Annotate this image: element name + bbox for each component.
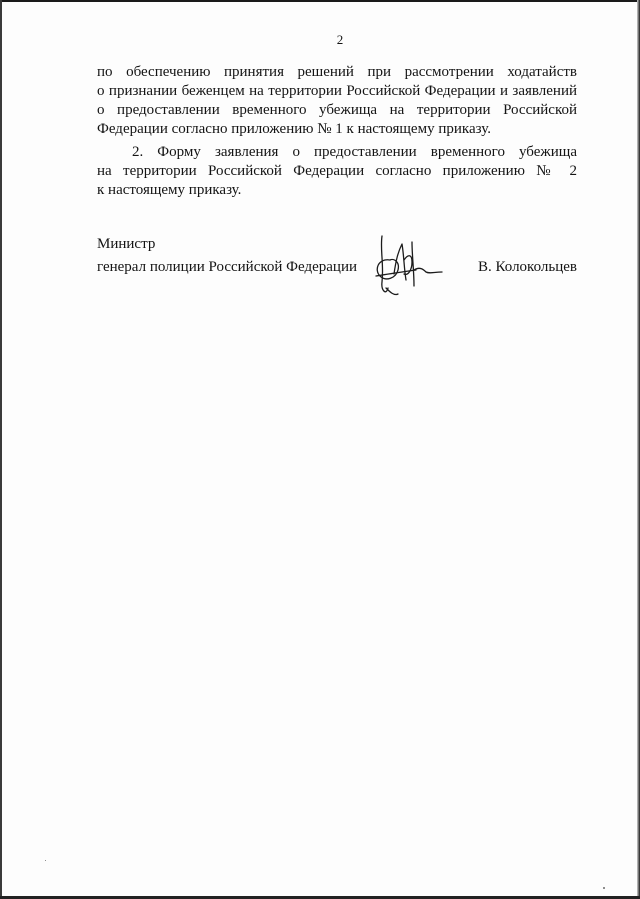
body-line-7: к настоящему приказу.: [97, 182, 242, 198]
scan-border-left: [0, 0, 2, 899]
body-line-3: о предоставлении временного убежища на территории Российской: [97, 102, 577, 118]
signatory-title: Министр: [97, 236, 156, 252]
page-number: 2: [336, 32, 344, 47]
signatory-name: В. Колокольцев: [478, 259, 577, 275]
scan-border-top: [0, 0, 640, 2]
scan-speck: [603, 887, 605, 889]
body-line-2: о признании беженцем на территории Российской Федерации и заявлений: [97, 83, 577, 99]
body-line-6: на территории Российской Федерации согласно приложению № 2: [97, 163, 577, 179]
body-line-4: Федерации согласно приложению № 1 к настоящему приказу.: [97, 121, 491, 137]
scan-speck: [45, 860, 46, 861]
signatory-rank: генерал полиции Российской Федерации: [97, 259, 358, 275]
body-line-1: по обеспечению принятия решений при рассмотрении ходатайств: [97, 64, 577, 80]
body-line-5: 2. Форму заявления о предоставлении временного убежища: [132, 144, 577, 160]
handwritten-signature: [368, 230, 448, 300]
